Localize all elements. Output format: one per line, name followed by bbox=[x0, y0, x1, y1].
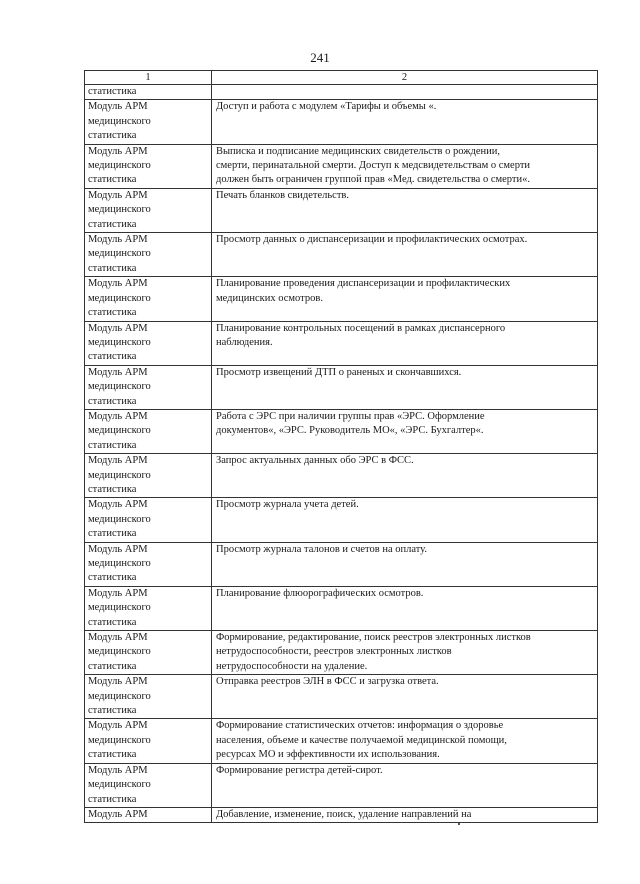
module-cell-line: Модуль АРМ bbox=[88, 676, 148, 688]
scan-speck bbox=[458, 823, 460, 825]
function-cell-line: населения, объеме и качестве получаемой медицинской помощи, bbox=[216, 734, 507, 746]
function-cell bbox=[212, 631, 598, 675]
table-row bbox=[85, 807, 598, 822]
module-cell-line: статистика bbox=[88, 483, 137, 495]
module-cell-line: Модуль АРМ bbox=[88, 808, 148, 820]
module-cell-line: статистика bbox=[88, 262, 137, 274]
module-cell-line: медицинского bbox=[88, 469, 151, 481]
function-cell-line: нетрудоспособности, реестров электронных листков bbox=[216, 646, 452, 658]
module-cell-line: Модуль АРМ bbox=[88, 720, 148, 732]
module-cell-line: Модуль АРМ bbox=[88, 234, 148, 246]
module-cell bbox=[85, 409, 212, 453]
module-cell-line: статистика bbox=[88, 218, 137, 230]
module-cell-line: статистика bbox=[88, 793, 137, 805]
module-cell-line: медицинского bbox=[88, 204, 151, 216]
function-cell bbox=[212, 321, 598, 365]
function-cell-line: смерти, перинатальной смерти. Доступ к медсвидетельствам о смерти bbox=[216, 160, 531, 172]
table-row bbox=[85, 233, 598, 277]
module-cell-line: медицинского bbox=[88, 734, 151, 746]
table-row bbox=[85, 586, 598, 630]
module-cell-line: медицинского bbox=[88, 160, 151, 172]
module-cell-line: статистика bbox=[88, 130, 137, 142]
page-number: 241 bbox=[310, 50, 330, 65]
module-cell-line: Модуль АРМ bbox=[88, 632, 148, 644]
module-cell bbox=[85, 233, 212, 277]
table-row bbox=[85, 675, 598, 719]
function-cell bbox=[212, 498, 598, 542]
module-cell bbox=[85, 144, 212, 188]
module-cell-line: медицинского bbox=[88, 646, 151, 658]
module-cell-line: Модуль АРМ bbox=[88, 366, 148, 378]
module-cell-line: медицинского bbox=[88, 336, 151, 348]
column-header-2: 2 bbox=[212, 71, 598, 85]
function-cell-line: документов«, «ЭРС. Руководитель МО«, «ЭРС. Бухгалтер«. bbox=[216, 425, 484, 437]
module-cell bbox=[85, 365, 212, 409]
table-row bbox=[85, 409, 598, 453]
function-cell bbox=[212, 365, 598, 409]
module-cell-line: статистика bbox=[88, 616, 137, 628]
function-cell-line: Планирование проведения диспансеризации и профилактических bbox=[216, 278, 511, 290]
module-cell bbox=[85, 100, 212, 144]
module-cell-line: Модуль АРМ bbox=[88, 410, 148, 422]
module-cell-line: Модуль АРМ bbox=[88, 587, 148, 599]
module-cell bbox=[85, 277, 212, 321]
module-cell bbox=[85, 807, 212, 822]
function-cell bbox=[212, 763, 598, 807]
function-cell-line: Формирование, редактирование, поиск реестров электронных листков bbox=[216, 632, 531, 644]
module-cell-line: Модуль АРМ bbox=[88, 189, 148, 201]
function-cell bbox=[212, 233, 598, 277]
function-cell bbox=[212, 277, 598, 321]
table-row bbox=[85, 542, 598, 586]
module-cell bbox=[85, 321, 212, 365]
function-cell-line: Доступ и работа с модулем «Тарифы и объемы «. bbox=[216, 101, 437, 113]
function-cell-line: ресурсах МО и эффективности их использования. bbox=[216, 749, 440, 761]
function-cell-line: Выписка и подписание медицинских свидетельств о рождении, bbox=[216, 145, 500, 157]
function-cell bbox=[212, 807, 598, 822]
function-cell-line: Просмотр журнала талонов и счетов на оплату. bbox=[216, 543, 428, 555]
table-row bbox=[85, 321, 598, 365]
table-row bbox=[85, 188, 598, 232]
module-cell-line: статистика bbox=[88, 395, 137, 407]
module-cell-line: Модуль АРМ bbox=[88, 145, 148, 157]
function-cell-line: Просмотр журнала учета детей. bbox=[216, 499, 359, 511]
table-row bbox=[85, 454, 598, 498]
module-cell bbox=[85, 586, 212, 630]
function-cell bbox=[212, 586, 598, 630]
module-cell bbox=[85, 454, 212, 498]
module-cell-line: медицинского bbox=[88, 115, 151, 127]
module-cell-line: Модуль АРМ bbox=[88, 101, 148, 113]
module-cell-line: статистика bbox=[88, 705, 137, 717]
module-cell-line: Модуль АРМ bbox=[88, 499, 148, 511]
function-cell bbox=[212, 188, 598, 232]
table-row bbox=[85, 277, 598, 321]
module-cell-line: медицинского bbox=[88, 779, 151, 791]
module-cell-line: статистика bbox=[88, 351, 137, 363]
module-cell-line: медицинского bbox=[88, 513, 151, 525]
function-cell bbox=[212, 542, 598, 586]
table-header-row bbox=[85, 71, 598, 85]
function-cell-line: Формирование регистра детей-сирот. bbox=[216, 764, 383, 776]
module-cell-line: медицинского bbox=[88, 381, 151, 393]
function-cell-line: Отправка реестров ЭЛН в ФСС и загрузка ответа. bbox=[216, 676, 439, 688]
module-cell bbox=[85, 719, 212, 763]
function-cell bbox=[212, 454, 598, 498]
module-cell-line: статистика bbox=[88, 174, 137, 186]
module-cell bbox=[85, 188, 212, 232]
function-cell-line: Планирование контрольных посещений в рамках диспансерного bbox=[216, 322, 506, 334]
module-cell-line: Модуль АРМ bbox=[88, 543, 148, 555]
column-header-1: 1 bbox=[85, 71, 212, 85]
module-cell bbox=[85, 631, 212, 675]
module-cell-line: Модуль АРМ bbox=[88, 322, 148, 334]
table-row bbox=[85, 144, 598, 188]
function-cell-line: должен быть ограничен группой прав «Мед. свидетельства о смерти«. bbox=[216, 174, 530, 186]
module-cell-line: статистика bbox=[88, 528, 137, 540]
function-cell-line: Просмотр извещений ДТП о раненых и скончавшихся. bbox=[216, 366, 462, 378]
function-cell-line: Запрос актуальных данных обо ЭРС в ФСС. bbox=[216, 455, 414, 467]
table-row bbox=[85, 498, 598, 542]
module-cell-line: статистика bbox=[88, 86, 137, 97]
module-cell bbox=[85, 675, 212, 719]
module-cell-line: медицинского bbox=[88, 248, 151, 260]
module-cell-line: статистика bbox=[88, 749, 137, 761]
function-cell bbox=[212, 100, 598, 144]
module-cell-line: Модуль АРМ bbox=[88, 764, 148, 776]
function-cell bbox=[212, 144, 598, 188]
module-cell bbox=[85, 85, 212, 100]
function-cell-line: Просмотр данных о диспансеризации и профилактических осмотрах. bbox=[216, 234, 528, 246]
table-row bbox=[85, 100, 598, 144]
module-cell-line: статистика bbox=[88, 660, 137, 672]
module-cell-line: Модуль АРМ bbox=[88, 455, 148, 467]
module-cell-line: статистика bbox=[88, 307, 137, 319]
requirements-table bbox=[84, 70, 598, 823]
module-cell-line: медицинского bbox=[88, 602, 151, 614]
module-cell-line: статистика bbox=[88, 439, 137, 451]
table-body bbox=[85, 85, 598, 823]
table-row bbox=[85, 763, 598, 807]
table-row bbox=[85, 719, 598, 763]
function-cell-line: Добавление, изменение, поиск, удаление направлений на bbox=[216, 808, 472, 820]
function-cell bbox=[212, 675, 598, 719]
module-cell-line: статистика bbox=[88, 572, 137, 584]
module-cell-line: медицинского bbox=[88, 690, 151, 702]
table-row bbox=[85, 365, 598, 409]
module-cell-line: медицинского bbox=[88, 425, 151, 437]
function-cell bbox=[212, 85, 598, 100]
table-row bbox=[85, 631, 598, 675]
module-cell bbox=[85, 542, 212, 586]
function-cell-line: Работа с ЭРС при наличии группы прав «ЭРС. Оформление bbox=[216, 410, 485, 422]
function-cell-line: наблюдения. bbox=[216, 336, 273, 348]
module-cell bbox=[85, 763, 212, 807]
module-cell-line: медицинского bbox=[88, 292, 151, 304]
function-cell-line: Печать бланков свидетельств. bbox=[216, 189, 350, 201]
module-cell bbox=[85, 498, 212, 542]
function-cell-line: Формирование статистических отчетов: информация о здоровье bbox=[216, 720, 504, 732]
function-cell-line: медицинских осмотров. bbox=[216, 292, 323, 304]
function-cell bbox=[212, 409, 598, 453]
function-cell bbox=[212, 719, 598, 763]
module-cell-line: медицинского bbox=[88, 558, 151, 569]
function-cell-line: нетрудоспособности на удаление. bbox=[216, 660, 368, 672]
module-cell-line: Модуль АРМ bbox=[88, 278, 148, 290]
function-cell-line: Планирование флюорографических осмотров. bbox=[216, 587, 424, 599]
table-row bbox=[85, 85, 598, 100]
